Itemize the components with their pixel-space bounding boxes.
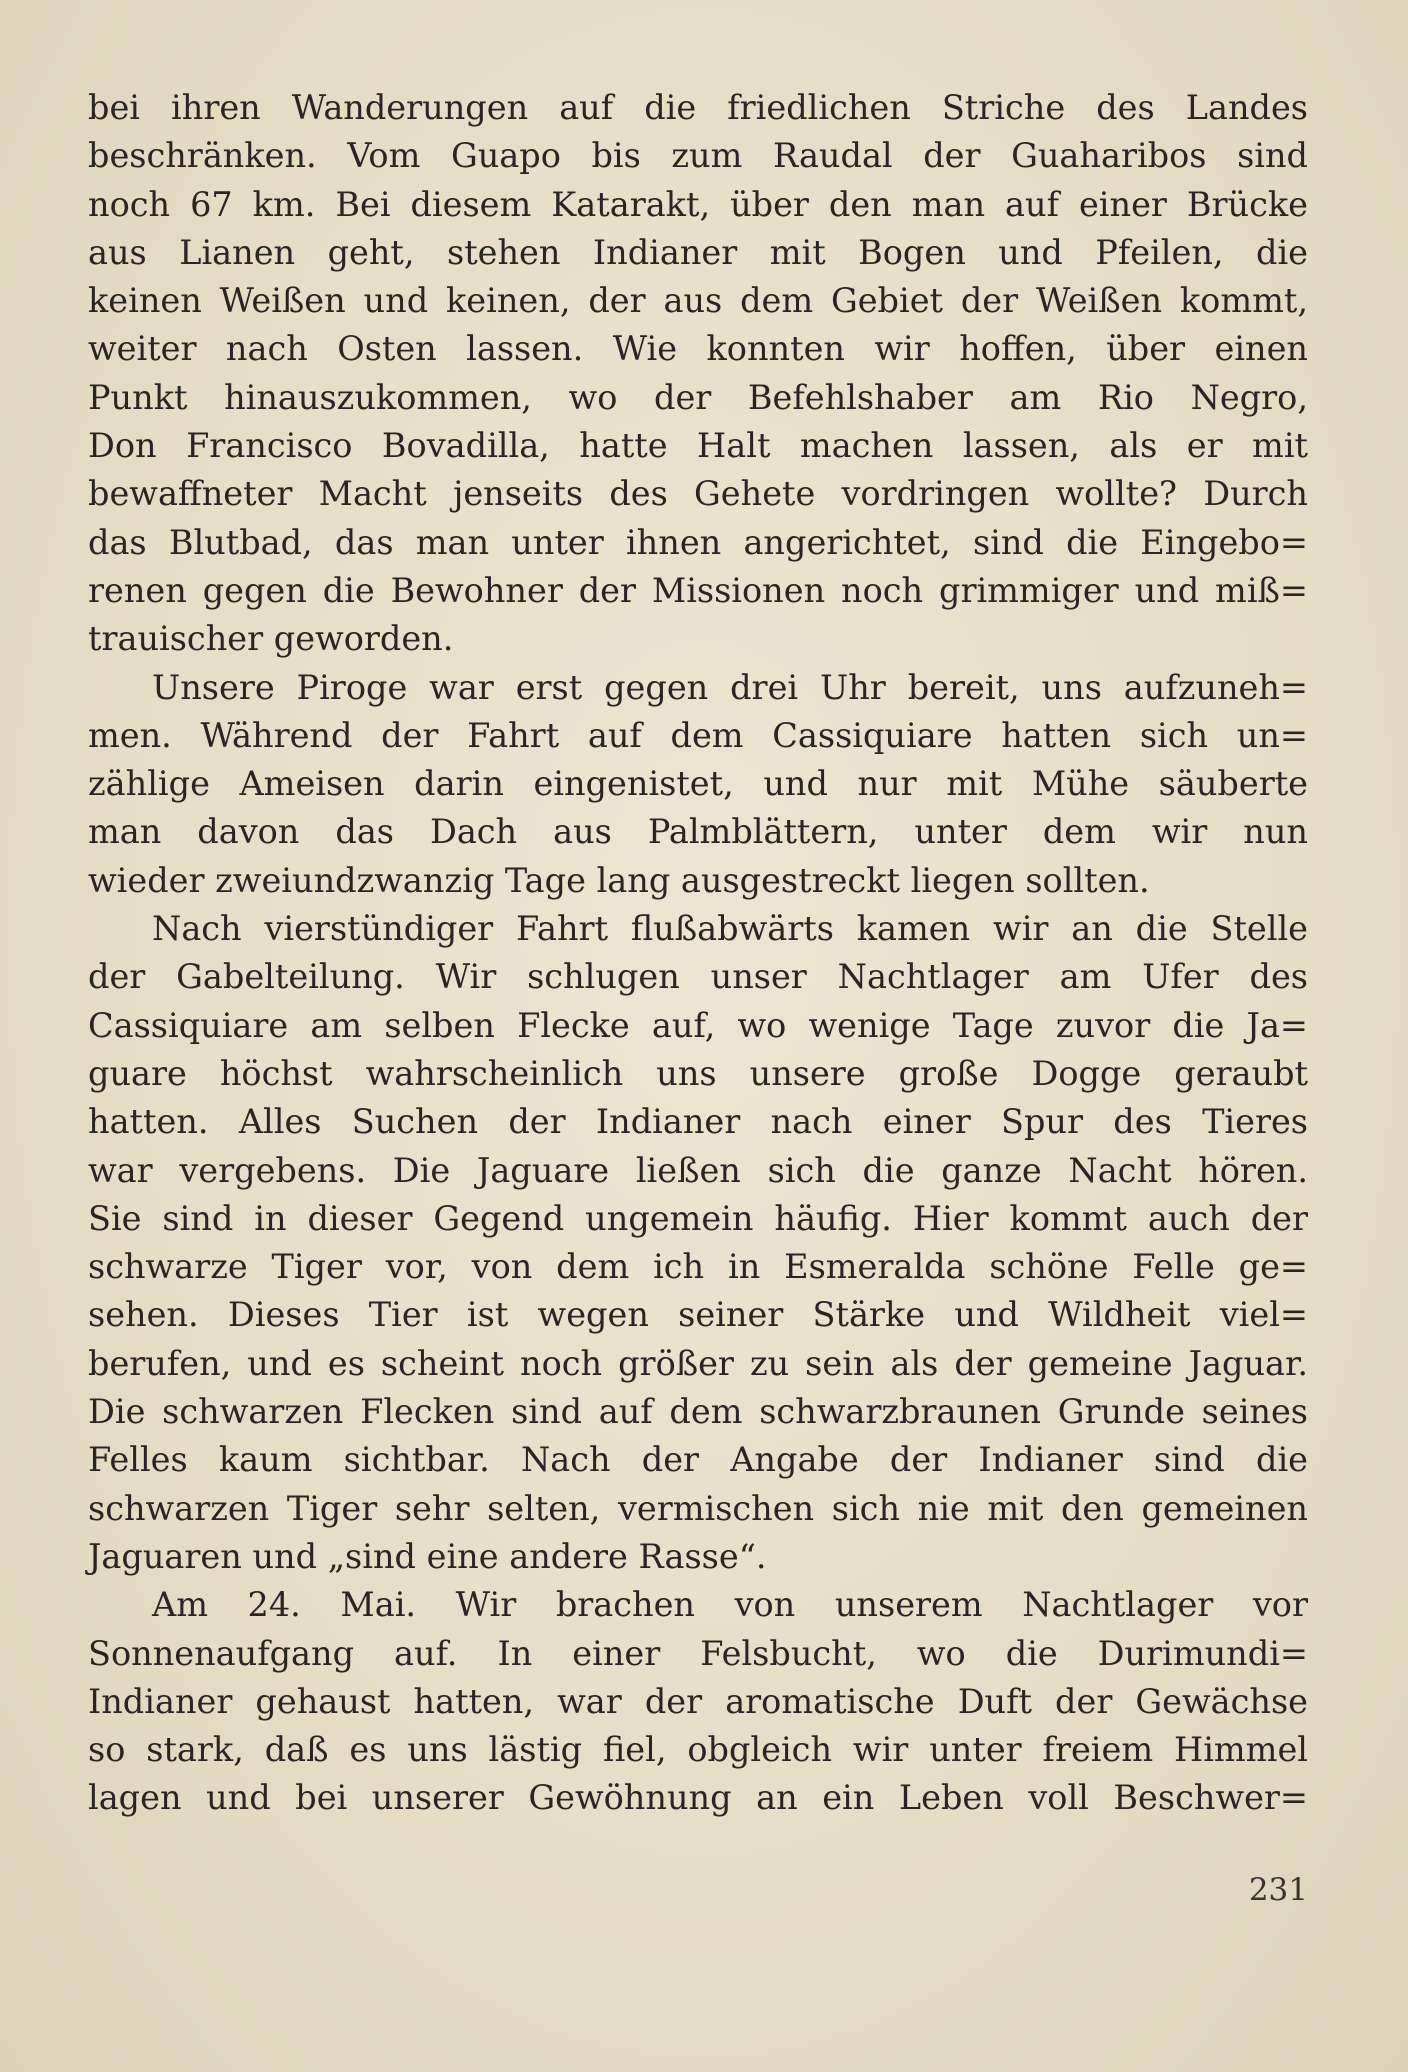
- text-line: war vergebens. Die Jaguare ließen sich die ganze Nacht hören.: [88, 1150, 1308, 1190]
- text-line: zählige Ameisen darin eingenistet, und nur mit Mühe säuberte: [88, 764, 1308, 804]
- text-line: sehen. Dieses Tier ist wegen seiner Stärke und Wildheit viel=: [88, 1295, 1308, 1335]
- text-line: renen gegen die Bewohner der Missionen noch grimmiger und miß=: [88, 570, 1308, 610]
- text-line: men. Während der Fahrt auf dem Cassiquiare hatten sich un=: [88, 715, 1308, 755]
- text-line: hatten. Alles Suchen der Indianer nach einer Spur des Tieres: [88, 1102, 1308, 1142]
- text-line: keinen Weißen und keinen, der aus dem Gebiet der Weißen kommt,: [88, 281, 1308, 321]
- text-line: wieder zweiundzwanzig Tage lang ausgestreckt liegen sollten.: [88, 860, 1150, 900]
- text-line: Don Francisco Bovadilla, hatte Halt machen lassen, als er mit: [88, 426, 1308, 466]
- text-line: weiter nach Osten lassen. Wie konnten wir hoffen, über einen: [88, 329, 1308, 369]
- text-line: der Gabelteilung. Wir schlugen unser Nachtlager am Ufer des: [88, 957, 1308, 997]
- text-line: aus Lianen geht, stehen Indianer mit Bogen und Pfeilen, die: [88, 232, 1308, 272]
- text-line: noch 67 km. Bei diesem Katarakt, über den man auf einer Brücke: [88, 184, 1308, 224]
- text-line: berufen, und es scheint noch größer zu sein als der gemeine Jaguar.: [88, 1343, 1308, 1383]
- text-line: lagen und bei unserer Gewöhnung an ein Leben voll Beschwer=: [88, 1778, 1308, 1818]
- paragraph: [88, 84, 1308, 664]
- text-line: schwarze Tiger vor, von dem ich in Esmeralda schöne Felle ge=: [88, 1247, 1308, 1287]
- paragraph: [88, 905, 1308, 1581]
- text-line: Cassiquiare am selben Flecke auf, wo wenige Tage zuvor die Ja=: [88, 1005, 1308, 1045]
- text-line: Indianer gehaust hatten, war der aromatische Duft der Gewächse: [88, 1681, 1308, 1721]
- text-line: schwarzen Tiger sehr selten, vermischen sich nie mit den gemeinen: [88, 1488, 1308, 1528]
- page-number: 231: [1248, 1872, 1308, 1908]
- text-line: Sie sind in dieser Gegend ungemein häufig. Hier kommt auch der: [88, 1198, 1308, 1238]
- text-line: Die schwarzen Flecken sind auf dem schwarzbraunen Grunde seines: [88, 1392, 1308, 1432]
- text-line: beschränken. Vom Guapo bis zum Raudal der Guaharibos sind: [88, 136, 1308, 176]
- text-line: trauischer geworden.: [88, 619, 454, 659]
- text-line: so stark, daß es uns lästig fiel, obgleich wir unter freiem Himmel: [88, 1730, 1308, 1770]
- text-line: das Blutbad, das man unter ihnen angerichtet, sind die Eingebo=: [88, 522, 1308, 562]
- text-line: Sonnenaufgang auf. In einer Felsbucht, wo die Durimundi=: [88, 1633, 1308, 1673]
- text-line: bei ihren Wanderungen auf die friedlichen Striche des Landes: [88, 88, 1308, 127]
- text-line: Jaguaren und „sind eine andere Rasse“.: [88, 1536, 767, 1576]
- text-line: guare höchst wahrscheinlich uns unsere große Dogge geraubt: [88, 1053, 1308, 1093]
- text-line: Nach vierstündiger Fahrt flußabwärts kamen wir an die Stelle: [152, 909, 1308, 949]
- body-text: [88, 84, 1308, 1823]
- paragraph: [88, 664, 1308, 905]
- paragraph: [88, 1581, 1308, 1822]
- text-line: Am 24. Mai. Wir brachen von unserem Nachtlager vor: [152, 1585, 1308, 1625]
- text-line: man davon das Dach aus Palmblättern, unter dem wir nun: [88, 812, 1308, 852]
- text-line: Felles kaum sichtbar. Nach der Angabe der Indianer sind die: [88, 1440, 1308, 1480]
- text-line: Punkt hinauszukommen, wo der Befehlshaber am Rio Negro,: [88, 377, 1308, 417]
- text-line: Unsere Piroge war erst gegen drei Uhr bereit, uns aufzuneh=: [152, 667, 1308, 707]
- text-line: bewaffneter Macht jenseits des Gehete vordringen wollte? Durch: [88, 474, 1308, 514]
